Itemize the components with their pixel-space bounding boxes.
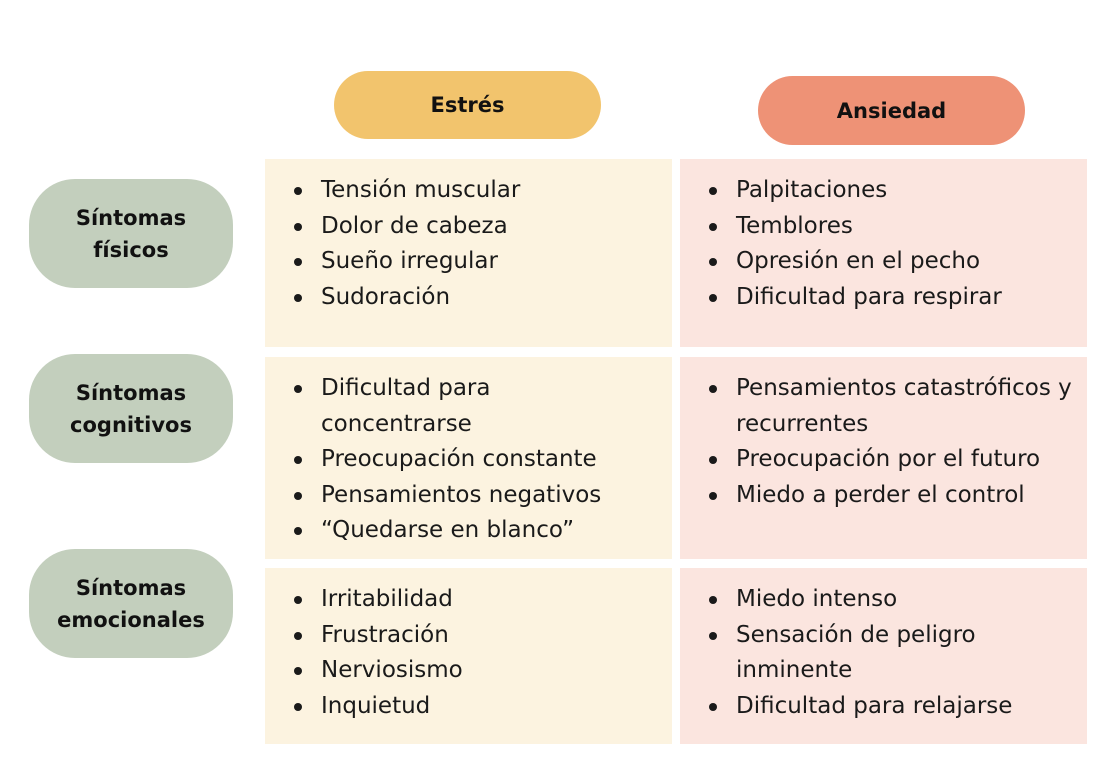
bullet-icon bbox=[294, 258, 302, 266]
bullet-icon bbox=[294, 667, 302, 675]
column-header-ansiedad bbox=[758, 76, 1025, 145]
list-item: Miedo intenso bbox=[706, 582, 1075, 618]
list-item: Preocupación constante bbox=[291, 442, 660, 478]
bullet-icon bbox=[709, 596, 717, 604]
row-label-cognitivos-line1: Síntomas bbox=[75, 380, 187, 405]
row-label-cognitivos bbox=[29, 354, 233, 463]
bullet-icon bbox=[709, 492, 717, 500]
column-header-estres bbox=[334, 71, 601, 139]
row-label-emocionales-line1: Síntomas bbox=[75, 575, 187, 600]
list-item: Dificultad para concentrarse bbox=[291, 371, 581, 442]
list-item: Sueño irregular bbox=[291, 244, 660, 280]
symptom-list bbox=[291, 173, 660, 315]
bullet-icon bbox=[294, 187, 302, 195]
list-item: “Quedarse en blanco” bbox=[291, 513, 660, 549]
symptom-list bbox=[291, 582, 660, 724]
list-item: Miedo a perder el control bbox=[706, 478, 1075, 514]
cell-fisicos-estres bbox=[265, 159, 672, 347]
bullet-icon bbox=[709, 703, 717, 711]
bullet-icon bbox=[294, 385, 302, 393]
bullet-icon bbox=[709, 385, 717, 393]
column-header-ansiedad-label: Ansiedad bbox=[836, 98, 947, 123]
row-label-fisicos-line2: físicos bbox=[93, 237, 169, 262]
bullet-icon bbox=[709, 223, 717, 231]
cell-emocionales-ansiedad bbox=[680, 568, 1087, 744]
list-item: Preocupación por el futuro bbox=[706, 442, 1075, 478]
symptom-list bbox=[291, 371, 660, 549]
bullet-icon bbox=[294, 596, 302, 604]
row-label-emocionales bbox=[29, 549, 233, 658]
row-label-fisicos-line1: Síntomas bbox=[75, 205, 187, 230]
list-item: Tensión muscular bbox=[291, 173, 660, 209]
column-header-estres-label: Estrés bbox=[430, 93, 505, 117]
list-item: Irritabilidad bbox=[291, 582, 660, 618]
list-item: Dolor de cabeza bbox=[291, 209, 660, 245]
list-item: Frustración bbox=[291, 618, 660, 654]
row-label-cognitivos-line2: cognitivos bbox=[70, 412, 192, 437]
cell-cognitivos-ansiedad bbox=[680, 357, 1087, 559]
cell-cognitivos-estres bbox=[265, 357, 672, 559]
bullet-icon bbox=[294, 294, 302, 302]
bullet-icon bbox=[709, 632, 717, 640]
list-item: Inquietud bbox=[291, 689, 660, 725]
list-item: Sensación de peligro inminente bbox=[706, 618, 1016, 689]
list-item: Dificultad para relajarse bbox=[706, 689, 1075, 725]
list-item: Sudoración bbox=[291, 280, 660, 316]
symptom-list bbox=[706, 173, 1075, 315]
bullet-icon bbox=[294, 492, 302, 500]
list-item: Dificultad para respirar bbox=[706, 280, 1075, 316]
bullet-icon bbox=[294, 703, 302, 711]
list-item: Nerviosismo bbox=[291, 653, 660, 689]
bullet-icon bbox=[709, 187, 717, 195]
symptom-list bbox=[706, 371, 1075, 513]
row-label-emocionales-line2: emocionales bbox=[57, 607, 205, 632]
list-item: Pensamientos catastróficos y recurrentes bbox=[706, 371, 1086, 442]
row-label-fisicos bbox=[29, 179, 233, 288]
list-item: Palpitaciones bbox=[706, 173, 1075, 209]
bullet-icon bbox=[294, 632, 302, 640]
bullet-icon bbox=[294, 223, 302, 231]
bullet-icon bbox=[709, 258, 717, 266]
bullet-icon bbox=[709, 294, 717, 302]
bullet-icon bbox=[709, 456, 717, 464]
bullet-icon bbox=[294, 527, 302, 535]
cell-emocionales-estres bbox=[265, 568, 672, 744]
cell-fisicos-ansiedad bbox=[680, 159, 1087, 347]
list-item: Opresión en el pecho bbox=[706, 244, 1075, 280]
bullet-icon bbox=[294, 456, 302, 464]
symptom-list bbox=[706, 582, 1075, 724]
list-item: Pensamientos negativos bbox=[291, 478, 660, 514]
list-item: Temblores bbox=[706, 209, 1075, 245]
